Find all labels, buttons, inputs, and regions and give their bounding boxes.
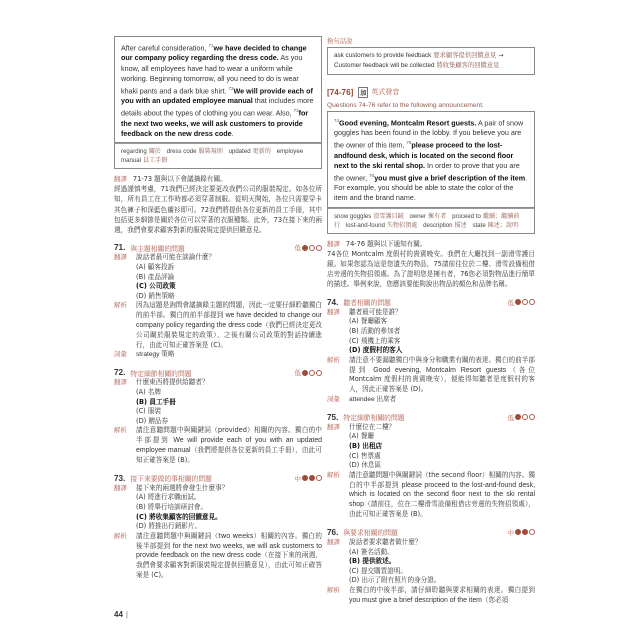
question-translation bbox=[327, 538, 535, 548]
question-list-71-73 bbox=[114, 242, 322, 580]
difficulty-dot-icon bbox=[316, 245, 322, 251]
explanation-quote: We will provide each of you with an updated employee manual bbox=[136, 437, 322, 454]
vocab-zh: 繼續；繼續前行 bbox=[334, 212, 520, 229]
explanation-label: 解析 bbox=[114, 531, 127, 540]
vocab-box-74-76 bbox=[327, 208, 535, 234]
explanation-quote: we have decided to change our company policy regarding the dress code bbox=[136, 312, 322, 329]
explanation bbox=[327, 356, 535, 395]
question-block bbox=[327, 527, 535, 606]
translation-label: 翻譯 bbox=[327, 239, 340, 248]
explanation-text bbox=[136, 426, 322, 465]
set-intro: Questions 74-76 refer to the following announcement. bbox=[327, 101, 484, 109]
vocab-zh: 關於 bbox=[148, 148, 161, 156]
set-title-74-76 bbox=[327, 87, 535, 98]
question-block bbox=[114, 473, 322, 581]
passage-74-76 bbox=[327, 111, 535, 208]
difficulty-label: 低 bbox=[507, 413, 514, 422]
difficulty-label: 中 bbox=[294, 474, 301, 483]
answer-option: (D) 將推出行銷影片。 bbox=[136, 522, 202, 531]
translation-label: 翻譯 bbox=[114, 175, 127, 184]
difficulty-dot-icon bbox=[309, 370, 315, 376]
arrow-right-icon: → bbox=[498, 52, 504, 59]
explanation bbox=[114, 301, 322, 350]
question-vocab bbox=[327, 395, 535, 405]
vocab-en: updated bbox=[228, 148, 251, 156]
answer-option: (B) 活動的參加者 bbox=[349, 326, 401, 335]
vocab-en: snow goggles bbox=[334, 212, 372, 220]
key-sentence: you must give a brief description of the item bbox=[374, 173, 526, 183]
question-translation bbox=[114, 484, 322, 494]
answer-option: (D) 銷售策略 bbox=[136, 291, 175, 300]
vocab-zh: 更新的 bbox=[252, 148, 271, 156]
question-title bbox=[327, 297, 391, 307]
paraphrase-line bbox=[334, 51, 528, 61]
vocab-zh: 失物招領處 bbox=[386, 221, 418, 229]
vocab-en: regarding bbox=[121, 148, 147, 156]
passage-text: that includes more details about the types of clothing you can wear. Also, bbox=[121, 96, 314, 118]
vocab-en: dress code bbox=[166, 148, 197, 156]
accent-flag-icon: 加 bbox=[358, 87, 368, 98]
difficulty-label: 中 bbox=[507, 528, 514, 537]
explanation-zh: 因為這題是詢問會議摘錄主題的問題，因此一定要仔細聆聽獨白的前半部。獨白的前半部提到 bbox=[136, 301, 322, 320]
page-number-value: 44 bbox=[114, 610, 123, 619]
difficulty-dot-icon bbox=[529, 529, 535, 535]
question-header bbox=[327, 412, 535, 423]
passage-text: A pair of snow goggles has been found in the lobby. If you believe you are the owner of this item, bbox=[334, 117, 524, 150]
left-column bbox=[114, 36, 322, 581]
question-title bbox=[327, 527, 398, 537]
difficulty-label: 低 bbox=[294, 369, 301, 378]
question-number: 76. bbox=[327, 527, 339, 537]
difficulty-dot-icon bbox=[515, 414, 521, 420]
difficulty-indicator bbox=[508, 528, 535, 537]
translation-label: 翻譯 bbox=[327, 422, 340, 431]
explanation-zh: （各位 Montcalm 度假村的貴賓晚安），便能得知聽者是度假村的客人，因此正確答案是 (D)。 bbox=[349, 365, 536, 394]
vocab-zh: 滑雪護目鏡 bbox=[373, 212, 404, 220]
vocab-en: employee manual bbox=[121, 148, 304, 165]
passage-71-73 bbox=[114, 36, 322, 143]
difficulty-indicator bbox=[508, 298, 535, 307]
answer-option: (C) 提交購買證明。 bbox=[349, 566, 408, 575]
difficulty-label: 低 bbox=[294, 244, 301, 253]
answer-option-correct: (B) 出租店 bbox=[349, 442, 383, 451]
explanation-quote: please proceed to the lost-and-found desk, which is located on the second floor next to the ski rental shop bbox=[349, 481, 535, 509]
question-title bbox=[114, 473, 212, 483]
question-title bbox=[114, 368, 192, 378]
difficulty-dot-icon bbox=[309, 245, 315, 251]
explanation-label: 解析 bbox=[327, 355, 340, 364]
explanation bbox=[114, 426, 322, 465]
answer-option: (A) 顧客投訴 bbox=[136, 263, 175, 272]
answer-option-correct: (C) 將收集顧客的回饋意見。 bbox=[136, 512, 222, 521]
question-block bbox=[327, 412, 535, 520]
explanation-quote: for the next two weeks, we will ask customers to provide feedback on the new dress code bbox=[136, 542, 322, 560]
question-vocab bbox=[114, 350, 322, 360]
question-text: 說話者最可能在談論什麼？ bbox=[136, 253, 216, 262]
set-type: 英式發音 bbox=[371, 88, 400, 97]
explanation-zh: 請注意聽問題中與關鍵詞（the second floor）相關的內容。獨白的中半部提到 bbox=[349, 470, 535, 489]
difficulty-dot-icon bbox=[522, 299, 528, 305]
vocab-en: owner bbox=[409, 212, 427, 220]
passage-text: . bbox=[231, 128, 234, 138]
passage-text: . For example, you should be able to state the color of the item and the brand name. bbox=[334, 173, 528, 203]
question-marker: 73 bbox=[293, 108, 299, 114]
answer-option: (A) 名牌 bbox=[136, 387, 161, 396]
page-number-bar: | bbox=[125, 610, 128, 619]
answer-option: (D) 休息區 bbox=[349, 461, 382, 470]
question-header bbox=[114, 242, 322, 253]
question-block bbox=[114, 242, 322, 360]
paraphrase-en: Customer feedback will be collected bbox=[334, 61, 435, 69]
difficulty-dot-icon bbox=[316, 475, 322, 481]
difficulty-indicator bbox=[295, 243, 322, 252]
vocab-label: 詞彙 bbox=[327, 394, 340, 403]
explanation-text bbox=[349, 586, 535, 606]
vocab-box-71-73 bbox=[114, 143, 322, 169]
question-header bbox=[327, 527, 535, 538]
question-title bbox=[327, 412, 405, 422]
question-translation bbox=[114, 378, 322, 388]
explanation-quote: Good evening, Montcalm Resort guests bbox=[373, 366, 507, 374]
difficulty-dot-icon bbox=[302, 370, 308, 376]
explanation-zh: 請注意不要漏聽獨白中與身分和職業有關的表達。獨白的前半部提到 bbox=[349, 355, 535, 374]
explanation-zh: （在接下來的兩週，我們會要求顧客對新服裝規定提供回饋意見），由此可知正確答案是 (C)。 bbox=[136, 551, 323, 579]
answer-option: (B) 將舉行培訓研討會。 bbox=[136, 502, 208, 511]
paraphrase-en: ask customers to provide feedback bbox=[334, 52, 432, 59]
question-list-74-76 bbox=[327, 297, 535, 606]
question-marker: 76 bbox=[369, 172, 375, 178]
translation-74-76 bbox=[327, 239, 535, 290]
explanation-label: 解析 bbox=[114, 301, 127, 310]
explanation-zh: （請前往，位在二樓滑雪設備租借店旁邊的失物招領處），由此可知正確答案是 (B)。 bbox=[349, 500, 535, 519]
passage-text: After careful consideration, bbox=[121, 43, 209, 53]
passage-text: In order to prove that you are the owner, bbox=[334, 160, 520, 183]
right-column bbox=[327, 36, 535, 606]
answer-option: (A) 將進行求職面試。 bbox=[136, 493, 201, 502]
question-title bbox=[114, 243, 185, 253]
explanation-label: 解析 bbox=[327, 470, 340, 479]
explanation-label: 解析 bbox=[327, 586, 340, 595]
difficulty-dot-icon bbox=[316, 370, 322, 376]
question-marker: 75 bbox=[406, 140, 412, 146]
vocab-item bbox=[334, 213, 409, 220]
vocab-item bbox=[167, 148, 229, 155]
translation-label: 翻譯 bbox=[114, 483, 127, 492]
explanation-text bbox=[136, 301, 322, 350]
vocab-en: description bbox=[423, 221, 453, 229]
translation-label: 翻譯 bbox=[327, 537, 340, 546]
translation-text: 經過謹慎考慮，71我們已經決定要更改我們公司的服裝規定。如各位所知，所有員工在工作時都必須穿著制服。從明天開始，各位只需要穿卡其色褲子和深藍色襯衫即可。72我們將提供各位更新的員工手冊，其中包括更多細節是關於各位可以穿著的衣服種類。此外，73在接下來的兩週，我們會要求顧客對新的服裝規定提供回饋意見。 bbox=[114, 185, 322, 235]
difficulty-indicator bbox=[295, 368, 322, 377]
answer-option: (D) 贈品券 bbox=[136, 416, 169, 425]
translation-intro: 74-76 題與以下通知有關。 bbox=[345, 239, 427, 248]
key-sentence: Good evening, Montcalm Resort guests. bbox=[339, 117, 477, 127]
vocab-zh: 描述 bbox=[454, 221, 467, 229]
question-translation bbox=[327, 308, 535, 318]
vocab-zh: 擁有者 bbox=[428, 212, 447, 220]
difficulty-dot-icon bbox=[529, 299, 535, 305]
question-number: 72. bbox=[114, 368, 126, 378]
question-marker: 74 bbox=[334, 117, 340, 123]
key-sentence: we have decided to change our company policy regarding the dress code. bbox=[121, 43, 307, 63]
translation-label: 翻譯 bbox=[114, 253, 127, 262]
question-type: 聽者相關的問題 bbox=[343, 299, 391, 308]
answer-option: (A) 簽名活動。 bbox=[349, 547, 394, 556]
vocab-en: lost-and-found bbox=[345, 221, 385, 229]
question-block bbox=[327, 297, 535, 405]
question-header bbox=[114, 473, 322, 484]
question-text: 聽者最可能是誰？ bbox=[349, 307, 402, 316]
paraphrase-zh: 將收集顧客的回饋意見 bbox=[436, 61, 500, 69]
question-block bbox=[114, 367, 322, 465]
question-number: 75. bbox=[327, 412, 339, 422]
difficulty-dot-icon bbox=[522, 414, 528, 420]
difficulty-dot-icon bbox=[302, 245, 308, 251]
explanation-text bbox=[349, 356, 535, 395]
question-type: 特定細節相關的問題 bbox=[130, 369, 192, 378]
answer-option: (B) 產品評論 bbox=[136, 272, 175, 281]
question-type: 與主題相關的問題 bbox=[130, 244, 185, 253]
question-text: 什麼位在二樓？ bbox=[349, 422, 396, 431]
vocab-zh: 陳述；說明 bbox=[487, 221, 519, 229]
difficulty-indicator bbox=[295, 474, 322, 483]
page-number bbox=[114, 610, 128, 619]
question-type: 接下來要做的事相關的問題 bbox=[130, 475, 212, 484]
answer-option: (A) 餐廳顧客 bbox=[349, 317, 388, 326]
vocab-en: state bbox=[472, 221, 486, 229]
difficulty-dot-icon bbox=[302, 475, 308, 481]
vocab-item bbox=[409, 213, 452, 220]
question-marker: 71 bbox=[208, 43, 214, 48]
explanation bbox=[327, 471, 535, 520]
explanation-label: 解析 bbox=[114, 426, 127, 435]
explanation-zh: 請注意聽問題中與關鍵詞（provided）相關的內容。獨白的中半部提到 bbox=[136, 426, 322, 445]
explanation-zh: （我們將提供各位更新的員工手冊），由此可知正確答案是 (B)。 bbox=[136, 445, 322, 464]
question-number: 71. bbox=[114, 243, 126, 253]
translation-intro: 71-73 題與以下會議摘錄有關。 bbox=[132, 175, 227, 184]
question-header bbox=[327, 297, 535, 308]
explanation-text bbox=[136, 532, 322, 581]
question-number: 73. bbox=[114, 473, 126, 483]
answer-option: (A) 餐廳 bbox=[349, 432, 374, 441]
explanation-zh: （我們已經決定更改公司關於服裝規定的政策），之後有關公司政策的對話持續進行，由此可知正確答案是 (C)。 bbox=[136, 321, 322, 349]
difficulty-dot-icon bbox=[515, 529, 521, 535]
vocab-text: strategy 策略 bbox=[136, 351, 175, 359]
answer-option-correct: (B) 提供敘述。 bbox=[349, 557, 396, 566]
paraphrase-line bbox=[334, 61, 528, 71]
vocab-zh: 員工手冊 bbox=[142, 157, 168, 165]
question-number: 74. bbox=[327, 297, 339, 307]
key-sentence: We will provide each of you with an updated employee manual bbox=[121, 86, 313, 106]
answer-option: (D) 出示了附有照片的身分證。 bbox=[349, 576, 441, 585]
explanation bbox=[114, 532, 322, 581]
explanation-zh: （您必須 bbox=[481, 595, 509, 604]
translation-text: 74各位 Montcalm 度假村的貴賓晚安。我們在大廳找到一副滑雪護目鏡。如果您認為這是您遺失的物品，75請前往位於二樓、滑雪設備租借店旁邊的失物招領處。為了證明您是擁有者，76您必須對物品進行簡單的描述。舉例來說，您應該要能夠說出物品的顏色和品牌名稱。 bbox=[327, 249, 535, 289]
key-sentence: for the next two weeks, we will ask customers to provide feedback on the new dress code bbox=[121, 108, 309, 138]
vocab-en: proceed to bbox=[452, 212, 481, 220]
key-sentence: please proceed to the lost-andfound desk, which is located on the second floor next to the ski rental shop. bbox=[334, 140, 514, 170]
answer-option-correct: (C) 公司政策 bbox=[136, 282, 176, 291]
explanation-text bbox=[349, 471, 535, 520]
paraphrase-zh: 要求顧客提供回饋意見 bbox=[433, 52, 497, 59]
explanation-quote: you must give a brief description of the item bbox=[349, 596, 482, 604]
translation-71-73 bbox=[114, 174, 322, 235]
vocab-item bbox=[229, 148, 277, 155]
set-range: [74-76] bbox=[327, 87, 354, 97]
question-type: 特定細節相關的問題 bbox=[343, 414, 405, 423]
difficulty-indicator bbox=[508, 413, 535, 422]
answer-option: (C) 服裝 bbox=[136, 407, 162, 416]
vocab-item bbox=[346, 222, 423, 229]
answer-option: (C) 飛機上的乘客 bbox=[349, 336, 401, 345]
translation-label: 翻譯 bbox=[327, 307, 340, 316]
question-header bbox=[114, 367, 322, 378]
vocab-text: attendee 出席者 bbox=[349, 395, 397, 403]
question-text: 說話者要求聽者做什麼？ bbox=[349, 537, 422, 546]
vocab-label: 詞彙 bbox=[114, 350, 127, 359]
explanation-zh: 請注意聽問題中與關鍵詞（two weeks）相關的內容。獨白的後半部提到 bbox=[136, 531, 322, 550]
question-translation bbox=[114, 253, 322, 263]
vocab-item bbox=[121, 148, 167, 155]
paraphrase-box bbox=[327, 47, 535, 75]
question-type: 與要求相關的問題 bbox=[343, 529, 398, 538]
vocab-item bbox=[423, 222, 472, 229]
question-text: 什麼東西將提供給聽者？ bbox=[136, 378, 209, 387]
paraphrase-label: 換句話說 bbox=[327, 37, 353, 45]
difficulty-dot-icon bbox=[309, 475, 315, 481]
answer-option-correct: (D) 度假村的客人 bbox=[349, 346, 403, 355]
question-marker: 72 bbox=[228, 85, 234, 91]
question-translation bbox=[327, 423, 535, 433]
answer-option: (C) 售票處 bbox=[349, 451, 381, 460]
difficulty-dot-icon bbox=[529, 414, 535, 420]
question-text: 接下來的兩週將會發生什麼事？ bbox=[136, 483, 229, 492]
passage-text: As you know, all employees have had to wear a uniform while working. Beginning tomorrow, all you need to do is wear khaki pants and a dark blue shirt. bbox=[121, 53, 303, 96]
difficulty-label: 低 bbox=[507, 298, 514, 307]
vocab-zh: 服裝規則 bbox=[198, 148, 223, 156]
answer-option-correct: (B) 員工手冊 bbox=[136, 397, 176, 406]
difficulty-dot-icon bbox=[522, 529, 528, 535]
explanation bbox=[327, 586, 535, 606]
translation-label: 翻譯 bbox=[114, 378, 127, 387]
difficulty-dot-icon bbox=[515, 299, 521, 305]
explanation-zh: 在獨白的中後半部，請仔細聆聽與要求相關的表達。獨白提到 bbox=[349, 586, 535, 595]
vocab-item bbox=[473, 222, 524, 229]
